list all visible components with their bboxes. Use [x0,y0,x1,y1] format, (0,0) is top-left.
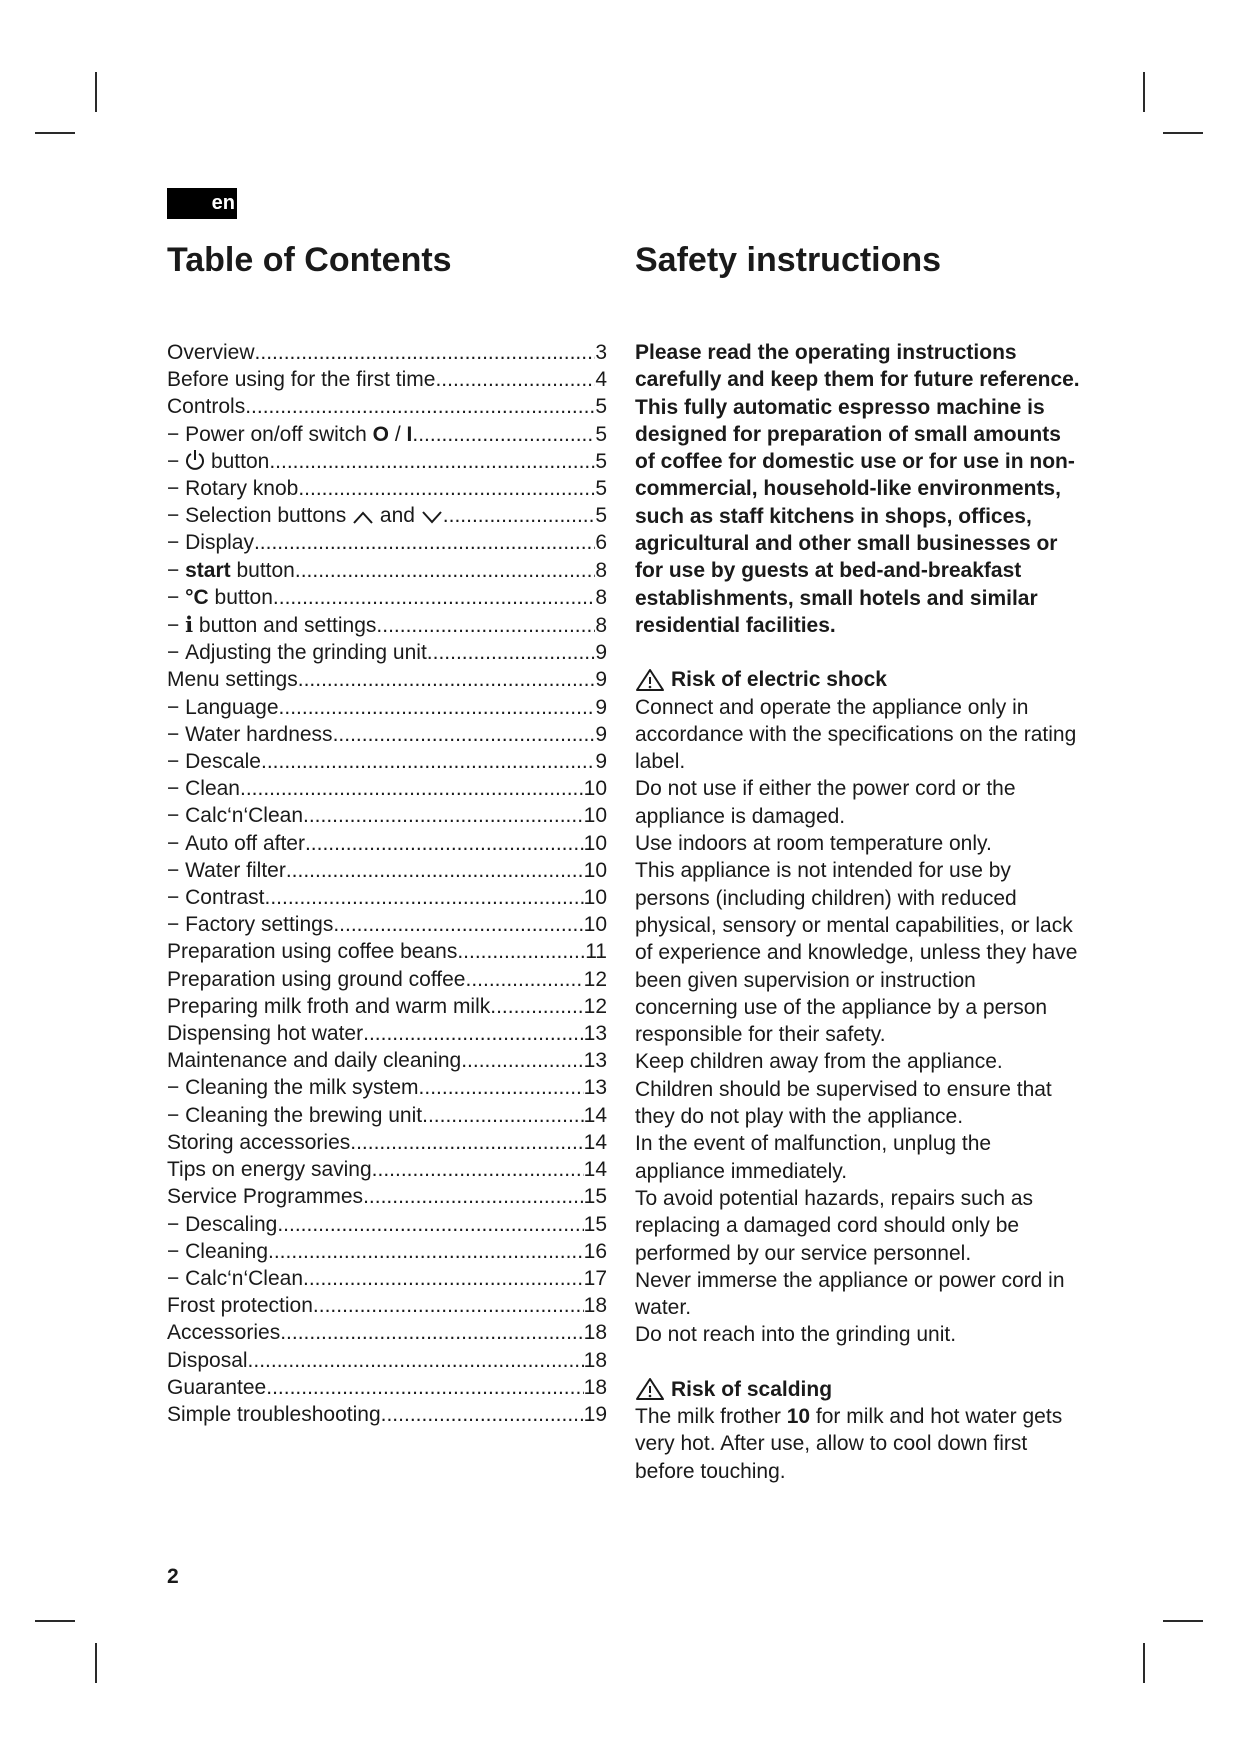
toc-entry-page: 17 [583,1266,607,1290]
toc-entry-page: 10 [583,777,607,801]
toc-entry-label: Before using for the first time [167,368,436,392]
toc-entry-label: − button [167,448,269,475]
toc-entry-page: 9 [595,722,607,746]
toc-entry [167,529,607,556]
safety-paragraph: To avoid potential hazards, repairs such as replacing a damaged cord should only be performed by our service personnel. [635,1186,1034,1265]
safety-section [635,238,1080,1485]
toc-entry [167,911,607,938]
toc-entry-label: − °C button [167,584,273,611]
toc-leader [268,1238,584,1265]
scalding-text-after: for milk and hot water gets very hot. After use, allow to cool down first before touching. [635,1404,1063,1483]
toc-entry-label: − Contrast [167,884,264,911]
chevron-up-icon [352,509,374,525]
toc-entry-label: − Descaling [167,1211,277,1238]
toc-entry [167,1292,607,1319]
toc-leader [277,1211,583,1238]
toc-entry-page: 11 [585,940,607,964]
scalding-heading [635,1376,1080,1403]
safety-title: Safety instructions [635,241,942,279]
toc-entry [167,448,607,475]
toc-entry [167,830,607,857]
toc-entry [167,611,607,639]
toc-entry [167,694,607,721]
toc-entry-page: 18 [583,1348,607,1372]
crop-mark [1163,132,1203,134]
toc-entry [167,857,607,884]
toc-leader [298,475,595,502]
toc-leader [298,666,596,693]
warning-icon [635,1377,665,1401]
toc-entry-page: 15 [583,1185,607,1209]
toc-leader [280,1319,583,1346]
toc-entry-label: − i button and settings [167,611,376,639]
toc-entry [167,721,607,748]
toc-entry-page: 13 [583,1076,607,1100]
safety-paragraph: This appliance is not intended for use by persons (including children) with reduced physical, sensory or mental capabilities, or lack of experience and knowledge, unless they have been given supervision or instruction concerning use of the appliance by a person responsible for their safety. [635,859,1078,1047]
toc-leader [419,1074,584,1101]
toc-entry-label: − Factory settings [167,911,333,938]
crop-mark [1143,72,1145,112]
toc-entry-label: Preparation using coffee beans [167,940,458,964]
page-number: 2 [167,1565,179,1588]
toc-entry-page: 12 [583,994,607,1018]
toc-entry-label: Disposal [167,1348,248,1372]
toc-entry-page: 9 [595,750,607,774]
toc-entry-page: 5 [595,504,607,528]
toc-entry-page: 5 [595,449,607,473]
safety-paragraph: Do not use if either the power cord or the appliance is damaged. [635,777,1016,828]
safety-paragraph: Children should be supervised to ensure that they do not play with the appliance. [635,1077,1052,1129]
toc-list [167,339,607,1428]
toc-entry [167,884,607,911]
toc-entry-page: 14 [583,1103,607,1127]
toc-leader [333,721,596,748]
safety-paragraph: In the event of malfunction, unplug the appliance immediately. [635,1132,992,1183]
toc-entry [167,966,607,993]
toc-entry-page: 10 [583,886,607,910]
toc-entry-label: − Cleaning the milk system [167,1074,419,1101]
toc-entry-page: 9 [595,668,607,692]
toc-entry-page: 6 [595,531,607,555]
toc-entry-label: Dispensing hot water [167,1022,364,1046]
toc-leader [255,339,596,366]
toc-entry-label: − Clean [167,775,240,802]
toc-entry-label: − Auto off after [167,830,305,857]
toc-entry [167,1102,607,1129]
toc-leader [363,1020,584,1047]
scalding-text [635,1403,1080,1485]
toc-leader [254,529,595,556]
toc-leader [350,1129,583,1156]
toc-leader [466,966,584,993]
language-tab: en [167,188,237,219]
toc-leader [490,993,583,1020]
toc-entry-label: − Descale [167,748,261,775]
toc-entry-page: 10 [583,858,607,882]
toc-entry-page: 18 [583,1294,607,1318]
toc-entry-label: Storing accessories [167,1130,351,1154]
toc-entry-label: Guarantee [167,1375,267,1399]
toc-leader [435,366,595,393]
toc-entry [167,1129,607,1156]
toc-entry-page: 9 [595,641,607,665]
crop-mark [35,132,75,134]
toc-leader [266,1374,583,1401]
toc-entry [167,802,607,829]
scalding-text-before: The milk frother [635,1404,781,1428]
toc-entry [167,1401,607,1428]
toc-entry [167,1211,607,1238]
toc-entry [167,1183,607,1210]
toc-entry-page: 3 [595,341,607,364]
toc-entry-label: Simple troubleshooting [167,1402,381,1426]
toc-leader [273,584,595,611]
safety-paragraph: Use indoors at room temperature only. [635,832,992,856]
toc-leader [303,802,584,829]
toc-entry [167,475,607,502]
toc-leader [427,639,596,666]
toc-entry-page: 9 [595,695,607,719]
toc-entry [167,339,607,366]
toc-entry-page: 8 [595,614,607,638]
toc-leader [461,1047,583,1074]
safety-lead: Please read the operating instructions carefully and keep them for future reference. This fully automatic espresso machine is designed for preparation of small amounts of coffee for domestic use or for use in non-commercial, household-like environments, such as staff kitchens in shops, offices, agricultural and other small businesses or for use by guests at bed-and-breakfast establishments, small hotels and similar residential facilities. [635,341,1080,637]
toc-entry [167,1374,607,1401]
toc-entry [167,393,607,420]
toc-entry-label: − Calc‘n‘Clean [167,802,303,829]
toc-entry [167,775,607,802]
toc-section [167,238,607,1428]
toc-entry-label: Preparation using ground coffee [167,967,466,991]
toc-entry-label: Menu settings [167,668,298,692]
scalding-text-number: 10 [786,1404,811,1428]
toc-entry [167,639,607,666]
toc-leader [303,1265,584,1292]
warning-icon [635,668,665,692]
toc-entry-label: Accessories [167,1321,281,1345]
toc-entry-label: − Rotary knob [167,475,298,502]
electric-shock-heading [635,666,1080,693]
toc-leader [261,748,595,775]
toc-leader [333,911,583,938]
toc-leader [248,1347,584,1374]
toc-entry-label: − Water filter [167,857,286,884]
toc-leader [295,557,595,584]
toc-leader [422,1102,584,1129]
toc-entry [167,993,607,1020]
toc-leader [245,393,595,420]
toc-leader [381,1401,584,1428]
toc-entry-label: Controls [167,395,246,419]
toc-title: Table of Contents [167,241,452,279]
toc-entry-page: 15 [583,1212,607,1236]
toc-entry [167,938,607,965]
toc-entry-page: 5 [595,422,607,446]
toc-entry-label: − start button [167,557,295,584]
toc-entry-label: Preparing milk froth and warm milk [167,994,491,1018]
toc-entry [167,1319,607,1346]
toc-entry [167,584,607,611]
toc-entry [167,1020,607,1047]
safety-paragraph: Connect and operate the appliance only in accordance with the specifications on the rating label. [635,695,1077,774]
toc-leader [240,775,584,802]
toc-entry-label: − Cleaning [167,1238,268,1265]
toc-leader [305,830,584,857]
toc-entry-label: Overview [167,341,255,364]
safety-paragraph: Keep children away from the appliance. [635,1050,1003,1074]
toc-entry-page: 14 [583,1158,607,1182]
crop-mark [95,72,97,112]
toc-entry [167,502,607,529]
power-icon [185,449,205,471]
toc-entry-page: 10 [583,804,607,828]
toc-entry-page: 10 [583,831,607,855]
toc-entry-page: 5 [595,395,607,419]
electric-shock-heading-text: Risk of electric shock [671,668,887,692]
toc-entry-label: Frost protection [167,1294,313,1318]
toc-leader [313,1292,584,1319]
toc-entry-page: 8 [595,558,607,582]
toc-entry [167,748,607,775]
toc-entry-label: − Language [167,694,279,721]
toc-entry-page: 19 [583,1402,607,1426]
toc-entry-label: Tips on energy saving [167,1158,372,1182]
toc-entry-page: 8 [595,585,607,609]
toc-entry [167,666,607,693]
toc-leader [363,1183,584,1210]
toc-leader [286,857,584,884]
toc-entry-page: 18 [583,1375,607,1399]
safety-paragraph: Never immerse the appliance or power cord in water. [635,1268,1065,1320]
toc-leader [457,938,585,965]
toc-entry [167,421,607,448]
toc-entry [167,1238,607,1265]
crop-mark [1163,1620,1203,1622]
toc-entry-page: 10 [583,913,607,937]
toc-entry [167,1047,607,1074]
toc-entry-label: − Selection buttons and [167,502,443,529]
toc-entry [167,1347,607,1374]
toc-leader [372,1156,584,1183]
chevron-down-icon [421,509,443,525]
toc-leader [269,448,595,475]
toc-entry-label: − Power on/off switch O / I [167,421,412,448]
toc-entry-label: − Display [167,529,254,556]
crop-mark [95,1643,97,1683]
toc-entry-label: − Cleaning the brewing unit [167,1102,422,1129]
toc-entry-page: 16 [583,1239,607,1263]
toc-entry-label: − Calc‘n‘Clean [167,1265,303,1292]
toc-entry-label: − Adjusting the grinding unit [167,639,427,666]
toc-entry-page: 12 [583,967,607,991]
electric-shock-text [635,694,1080,1349]
toc-entry-page: 5 [595,477,607,501]
toc-entry [167,1156,607,1183]
toc-leader [412,421,595,448]
toc-leader [443,502,596,529]
toc-leader [279,694,596,721]
crop-mark [1143,1643,1145,1683]
toc-entry [167,1265,607,1292]
toc-entry-page: 4 [595,368,607,392]
crop-mark [35,1620,75,1622]
toc-entry-label: − Water hardness [167,721,333,748]
safety-paragraph: Do not reach into the grinding unit. [635,1323,957,1347]
toc-entry [167,1074,607,1101]
toc-entry [167,366,607,393]
toc-entry-label: Maintenance and daily cleaning [167,1049,462,1073]
toc-leader [376,612,595,639]
toc-entry-label: Service Programmes [167,1185,364,1209]
toc-entry-page: 13 [583,1022,607,1046]
toc-entry-page: 13 [583,1049,607,1073]
toc-entry [167,557,607,584]
toc-leader [264,884,583,911]
toc-entry-page: 18 [583,1321,607,1345]
toc-entry-page: 14 [583,1130,607,1154]
scalding-heading-text: Risk of scalding [671,1377,833,1401]
